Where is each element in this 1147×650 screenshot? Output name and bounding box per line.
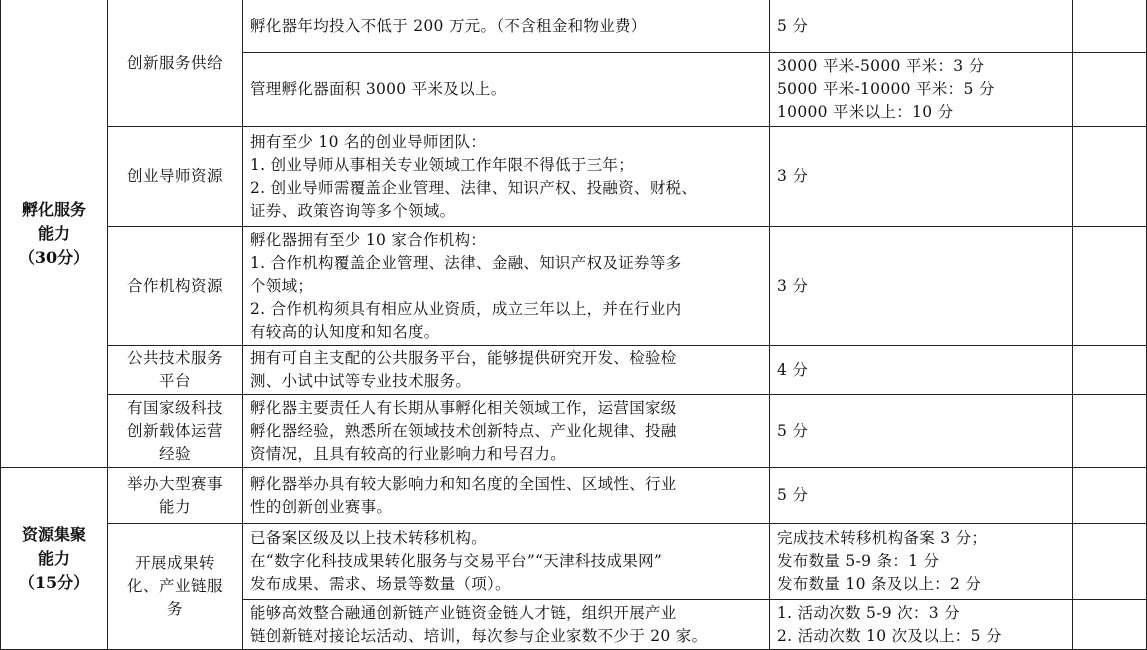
subcategory-line: 能力 <box>158 497 191 516</box>
category-line: 能力 <box>37 548 70 568</box>
blank-cell <box>1073 346 1147 395</box>
standard-cell <box>243 53 770 127</box>
standard-line: 孵化器年均投入不低于 200 万元。（不含租金和物业费） <box>250 16 647 35</box>
category-line: （30分） <box>18 247 90 267</box>
score-cell <box>770 395 1073 468</box>
table-row <box>1 468 1147 524</box>
score-line: 3 分 <box>777 167 809 185</box>
standard-line: 资情况，且具有较高的行业影响力和号召力。 <box>250 444 567 463</box>
subcategory-line: 化、产业链服 <box>126 577 223 595</box>
standard-line: 已备案区级及以上技术转移机构。 <box>250 529 488 547</box>
standard-line: 性的创新创业赛事。 <box>250 497 393 516</box>
score-cell <box>770 127 1073 227</box>
score-line: 2. 活动次数 10 次及以上：5 分 <box>777 626 1002 645</box>
blank-cell <box>1073 227 1147 346</box>
standard-line: 孵化器主要责任人有长期从事孵化相关领域工作，运营国家级 <box>250 398 677 417</box>
score-cell <box>770 468 1073 524</box>
standard-cell <box>243 524 770 600</box>
subcategory-line: 开展成果转 <box>134 554 215 572</box>
score-line: 3000 平米-5000 平米：3 分 <box>777 57 985 75</box>
blank-cell <box>1073 0 1147 53</box>
subcategory-line: 公共技术服务 <box>126 349 223 367</box>
subcategory-line: 创新载体运营 <box>126 421 223 440</box>
score-line: 1. 活动次数 5-9 次：3 分 <box>777 603 960 622</box>
subcategory-cell <box>108 127 243 227</box>
blank-cell <box>1073 600 1147 650</box>
blank-cell <box>1073 468 1147 524</box>
table-row <box>1 0 1147 53</box>
table-row <box>1 127 1147 227</box>
standard-cell <box>243 227 770 346</box>
standard-cell <box>243 468 770 524</box>
subcategory-cell <box>108 468 243 524</box>
blank-cell <box>1073 524 1147 600</box>
score-cell <box>770 524 1073 600</box>
standard-line: 测、小试中试等专业技术服务。 <box>250 372 472 390</box>
standard-cell <box>243 0 770 53</box>
score-line: 10000 平米以上：10 分 <box>777 103 954 121</box>
blank-cell <box>1073 53 1147 127</box>
subcategory-cell <box>108 227 243 346</box>
subcategory-line: 举办大型赛事 <box>126 474 223 493</box>
score-line: 发布数量 10 条及以上：2 分 <box>777 575 982 593</box>
standard-line: 有较高的认知度和知名度。 <box>250 322 440 341</box>
blank-cell <box>1073 395 1147 468</box>
standard-line: 拥有至少 10 名的创业导师团队： <box>250 132 487 151</box>
subcategory-line: 有国家级科技 <box>126 398 223 417</box>
standard-line: 个领域； <box>250 276 314 295</box>
standard-line: 1. 合作机构覆盖企业管理、法律、金融、知识产权及证券等多 <box>250 253 682 272</box>
standard-cell <box>243 127 770 227</box>
standard-line: 管理孵化器面积 3000 平米及以上。 <box>250 80 507 98</box>
category-cell <box>1 0 108 468</box>
standard-line: 链创新链对接论坛活动、培训，每次参与企业家数不少于 20 家。 <box>250 626 708 645</box>
standard-line: 2. 创业导师需覆盖企业管理、法律、知识产权、投融资、财税、 <box>250 178 698 197</box>
table-row <box>1 395 1147 468</box>
subcategory-cell <box>108 346 243 395</box>
score-line: 5 分 <box>777 421 809 440</box>
standard-cell <box>243 600 770 650</box>
standard-line: 孵化器经验，熟悉所在领域技术创新特点、产业化规律、投融 <box>250 421 677 440</box>
category-line: 孵化服务 <box>21 199 86 219</box>
category-line: 能力 <box>37 223 70 243</box>
blank-cell <box>1073 127 1147 227</box>
score-cell <box>770 53 1073 127</box>
score-line: 5 分 <box>777 16 809 35</box>
subcategory-line: 创新服务供给 <box>126 53 223 72</box>
subcategory-line: 创业导师资源 <box>126 167 223 185</box>
score-line: 5 分 <box>777 486 809 504</box>
subcategory-line: 经验 <box>158 444 191 463</box>
score-line: 5000 平米-10000 平米：5 分 <box>777 80 995 98</box>
score-cell <box>770 600 1073 650</box>
subcategory-cell <box>108 524 243 650</box>
category-line: （15分） <box>18 572 90 592</box>
subcategory-line: 务 <box>166 600 183 618</box>
standard-line: 1. 创业导师从事相关专业领域工作年限不得低于三年； <box>250 155 635 174</box>
standard-cell <box>243 346 770 395</box>
score-line: 完成技术转移机构备案 3 分； <box>777 529 988 547</box>
table-row <box>1 524 1147 600</box>
score-line: 4 分 <box>777 360 809 379</box>
standard-cell <box>243 395 770 468</box>
score-cell <box>770 227 1073 346</box>
category-line: 资源集聚 <box>21 524 86 544</box>
standard-line: 孵化器拥有至少 10 家合作机构： <box>250 230 487 249</box>
table-row <box>1 227 1147 346</box>
subcategory-line: 合作机构资源 <box>126 276 223 295</box>
standard-line: 拥有可自主支配的公共服务平台，能够提供研究开发、检验检 <box>250 349 677 367</box>
standard-line: 能够高效整合融通创新链产业链资金链人才链，组织开展产业 <box>250 603 677 622</box>
score-cell <box>770 0 1073 53</box>
table-row <box>1 346 1147 395</box>
standard-line: 发布成果、需求、场景等数量（项）。 <box>250 575 511 593</box>
score-line: 发布数量 5-9 条：1 分 <box>777 552 940 570</box>
subcategory-line: 平台 <box>158 372 191 390</box>
subcategory-cell <box>108 395 243 468</box>
subcategory-cell <box>108 0 243 127</box>
standard-line: 2. 合作机构须具有相应从业资质，成立三年以上，并在行业内 <box>250 299 682 318</box>
score-cell <box>770 346 1073 395</box>
category-cell <box>1 468 108 650</box>
score-line: 3 分 <box>777 276 809 295</box>
standard-line: 证券、政策咨询等多个领域。 <box>250 201 456 220</box>
standard-line: 在“数字化科技成果转化服务与交易平台”“天津科技成果网” <box>250 552 663 570</box>
standard-line: 孵化器举办具有较大影响力和知名度的全国性、区域性、行业 <box>250 474 677 493</box>
